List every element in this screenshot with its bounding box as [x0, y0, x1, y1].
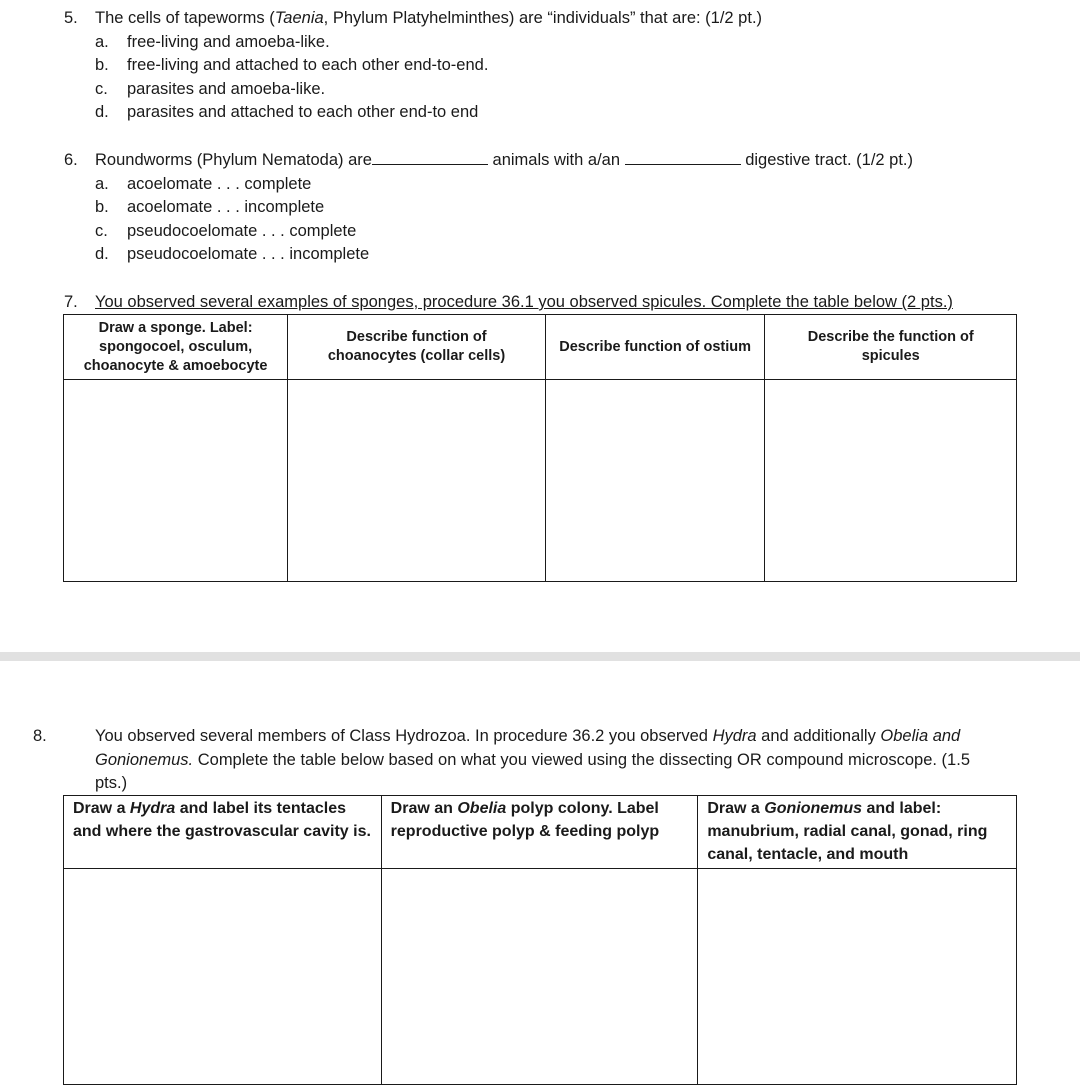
question-8: [33, 725, 999, 796]
sponge-table: [63, 314, 1017, 582]
drawing-cell[interactable]: [698, 869, 1017, 1085]
question-8-stem: 8. You observed several members of Class Hydrozoa. In procedure 36.2 you observed Hydra and additionally Obelia and Gonionemus. Complete the table below based on what you viewed using the dissecting OR compound microscope. (1.5 pts.): [33, 727, 970, 792]
option-c[interactable]: c. parasites and amoeba-like.: [95, 79, 326, 98]
answer-cell[interactable]: [765, 380, 1017, 582]
question-6: [64, 149, 913, 267]
question-number: 6.: [64, 151, 78, 169]
question-number: 5.: [64, 9, 78, 27]
answer-blank-2[interactable]: [625, 150, 741, 165]
answer-cell[interactable]: [288, 380, 546, 582]
option-d[interactable]: d. parasites and attached to each other end-to end: [95, 103, 479, 121]
question-5: [64, 7, 762, 125]
question-6-stem: 6. Roundworms (Phylum Nematoda) are animals with a/an digestive tract. (1/2 pt.): [64, 149, 913, 173]
table-header: Draw a sponge. Label: spongocoel, osculum, choanocyte & amoebocyte: [64, 315, 288, 380]
table-header: Describe function of ostium: [545, 315, 765, 380]
table-header: Draw a Hydra and label its tentacles and where the gastrovascular cavity is.: [64, 796, 382, 869]
option-b[interactable]: b. acoelomate . . . incomplete: [95, 198, 325, 216]
question-7: [64, 291, 953, 315]
answer-cell[interactable]: [545, 380, 765, 582]
option-a[interactable]: a. acoelomate . . . complete: [95, 174, 312, 193]
table-header: Describe the function of spicules: [765, 315, 1017, 380]
drawing-cell[interactable]: [64, 869, 382, 1085]
option-b[interactable]: b. free-living and attached to each other end-to-end.: [95, 56, 489, 74]
table-header: Describe function of choanocytes (collar cells): [288, 315, 546, 380]
question-5-stem: 5. The cells of tapeworms (Taenia, Phylum Platyhelminthes) are “individuals” that are: (1/2 pt.): [64, 7, 762, 31]
question-number: 7.: [64, 293, 78, 311]
hydrozoa-table: [63, 795, 1017, 1085]
drawing-cell[interactable]: [64, 380, 288, 582]
table-header: Draw a Gonionemus and label: manubrium, radial canal, gonad, ring canal, tentacle, and mouth: [698, 796, 1017, 869]
question-7-stem: 7. You observed several examples of sponges, procedure 36.1 you observed spicules. Complete the table below (2 pts.): [64, 291, 953, 315]
drawing-cell[interactable]: [381, 869, 698, 1085]
option-c[interactable]: c. pseudocoelomate . . . complete: [95, 221, 357, 240]
page-divider: [0, 652, 1080, 661]
option-a[interactable]: a. free-living and amoeba-like.: [95, 32, 330, 51]
question-number: 8.: [33, 727, 47, 745]
table-header: Draw an Obelia polyp colony. Label reproductive polyp & feeding polyp: [381, 796, 698, 869]
answer-blank-1[interactable]: [372, 150, 488, 165]
option-d[interactable]: d. pseudocoelomate . . . incomplete: [95, 245, 370, 263]
